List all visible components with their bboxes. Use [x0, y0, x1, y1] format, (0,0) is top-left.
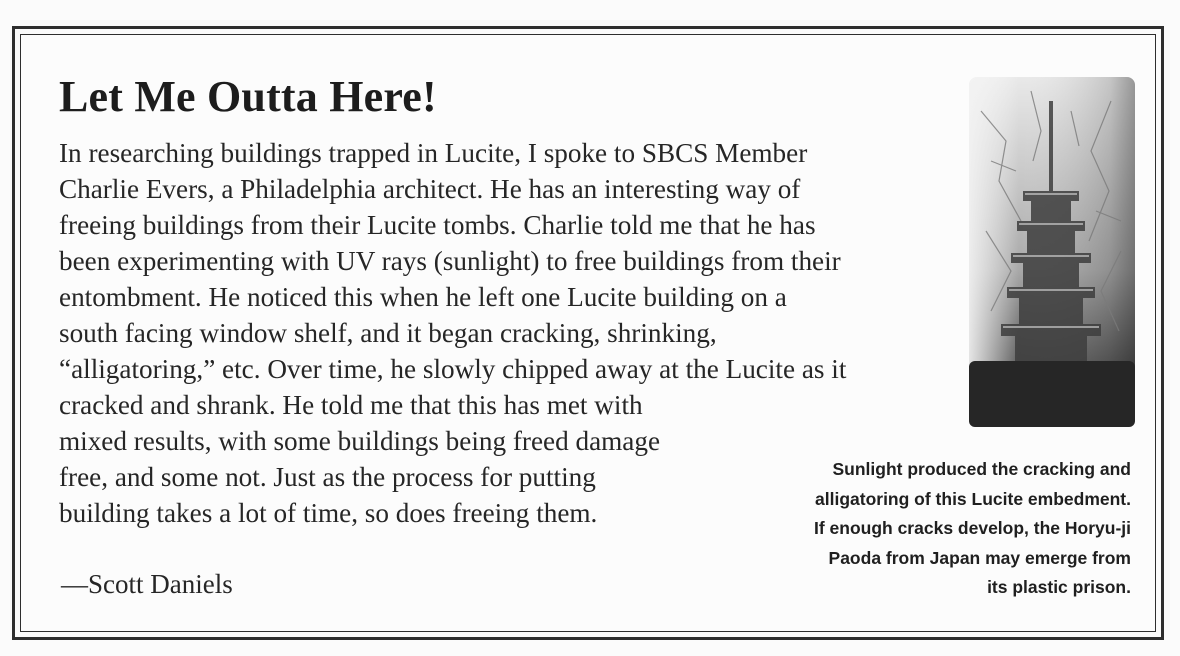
body-line: entombment. He noticed this when he left one Lucite building on a	[59, 282, 787, 312]
body-line: Charlie Evers, a Philadelphia architect. He has an interesting way of	[59, 174, 801, 204]
author-signature: —Scott Daniels	[61, 569, 233, 599]
body-line: mixed results, with some buildings being freed damage	[59, 426, 661, 456]
caption-line: If enough cracks develop, the Horyu-ji	[813, 518, 1131, 538]
photo-caption	[751, 455, 1131, 603]
article-inner-border	[20, 34, 1156, 632]
body-line: building takes a lot of time, so does freeing them.	[59, 498, 598, 528]
body-line: free, and some not. Just as the process for putting	[59, 462, 596, 492]
caption-line: its plastic prison.	[987, 577, 1131, 597]
article-frame	[12, 26, 1164, 640]
body-line: been experimenting with UV rays (sunlight) to free buildings from their	[59, 246, 841, 276]
lucite-pagoda-photo	[961, 71, 1141, 431]
body-line: south facing window shelf, and it began cracking, shrinking,	[59, 318, 717, 348]
body-line: cracked and shrank. He told me that this has met with	[59, 390, 643, 420]
body-line: In researching buildings trapped in Lucite, I spoke to SBCS Member	[59, 138, 808, 168]
caption-line: Sunlight produced the cracking and	[832, 459, 1131, 479]
caption-line: Paoda from Japan may emerge from	[828, 547, 1131, 568]
article-title: Let Me Outta Here!	[59, 72, 437, 121]
caption-line: alligatoring of this Lucite embedment.	[815, 488, 1131, 509]
body-line: freeing buildings from their Lucite tombs. Charlie told me that he has	[59, 210, 816, 240]
body-line: “alligatoring,” etc. Over time, he slowly chipped away at the Lucite as it	[59, 354, 847, 384]
